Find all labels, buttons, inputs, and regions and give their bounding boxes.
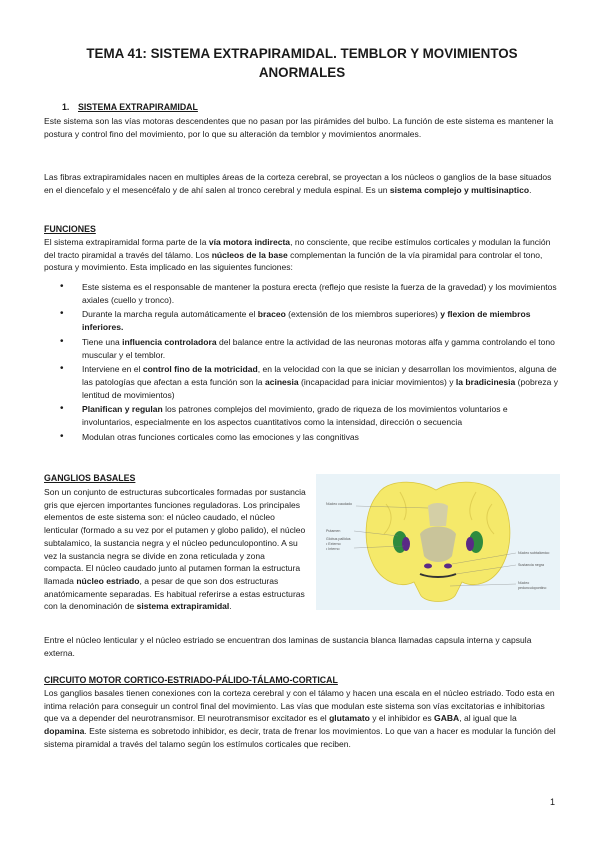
label-globus-pallidus: Globus pallidus <box>326 537 351 541</box>
label-nucleo-subtalamico: Núcleo subtalámico <box>518 551 550 555</box>
label-nucleo-caudado: Núcleo caudado <box>326 502 352 506</box>
basal-ganglia-figure <box>316 474 560 610</box>
paragraph-circuito: Los ganglios basales tienen conexiones con la corteza cerebral y con el tálamo y hacen una escala en el núcleo estriado. Todo esta en intima relación para conseguir un control final del movimiento. Las vías que modulan este sistema son vías excitatorias e inhibitorias que va a depender del neurotransmisor. El neurotransmisor excitador es el glutamato y el inhibidor es GABA, al igual que la dopamina. Este sistema es sobretodo inhibidor, es decir, trata de frenar los movimientos. Lo que van a hacer es modular la función del sistema piramidal a través del talamo según los estímulos corticales que reciben. <box>44 688 556 749</box>
paragraph-capsulas: Entre el núcleo lenticular y el núcleo estriado se encuentran dos laminas de sustancia blanca llamadas capsula interna y capsula externa. <box>44 635 532 658</box>
label-pedunculopontino: pedunculopontino <box>518 586 547 590</box>
label-nucleo: Núcleo <box>518 581 530 585</box>
list-item: • Planifican y regulan los patrones complejos del movimiento, grado de riqueza de los movimientos voluntarios e involuntarios, especialmente en los aspectos cuantitativos como la intensidad, dirección o secuencia <box>44 403 560 428</box>
thalamus <box>420 527 456 563</box>
heading-circuito-motor: CIRCUITO MOTOR CORTICO-ESTRIADO-PÁLIDO-TÁLAMO-CORTICAL <box>44 675 338 685</box>
funciones-list <box>44 281 560 443</box>
ventricles <box>428 503 448 526</box>
list-item: • Modulan otras funciones corticales como las emociones y las congnitivas <box>44 431 560 444</box>
list-item: • Este sistema es el responsable de mantener la postura erecta (reflejo que resiste la fuerza de la gravedad) y los movimientos axiales (cuello y tronco). <box>44 281 560 306</box>
label-putamen: Putamen <box>326 529 341 533</box>
paragraph-ganglios: Son un conjunto de estructuras subcorticales formadas por sustancia gris que ejercen importantes funciones reguladoras. Los principales elementos de este sistema son: el núcleo caudado, el núcleo lenticular (formado a su vez por el putamen y globo palido), el núcleo subtalamico, la sustancia negra y el núcleo pedunculopontino. A su vez la sustancia negra se divide en zona reticulada y zona compacta. El núcleo caudado junto al putamen forman la estructura llamada núcleo estriado, a pesar de que son dos estructuras anatómicamente separadas. Es habitual referirse a estas estructuras con la denominación de sistema extrapiramidal. <box>44 487 306 612</box>
page-title: TEMA 41: SISTEMA EXTRAPIRAMIDAL. TEMBLOR Y MOVIMIENTOS ANORMALES <box>86 46 518 80</box>
label-sustancia-negra: Sustancia negra <box>518 563 544 567</box>
globus-pallidus-left <box>402 537 410 551</box>
globus-pallidus-right <box>466 537 474 551</box>
label-externo: • Externo <box>326 542 341 546</box>
section-number: 1. <box>62 102 70 112</box>
heading-funciones: FUNCIONES <box>44 224 96 234</box>
section-heading-sistema-extrapiramidal: SISTEMA EXTRAPIRAMIDAL <box>78 102 198 112</box>
label-interno: • Interno <box>326 547 340 551</box>
page-number: 1 <box>550 797 556 807</box>
list-item: • Interviene en el control fino de la motricidad, en la velocidad con la que se inician y desarrollan los movimientos, alguna de las patologías que afectan a esta función son la acinesia (incapacidad para iniciar movimientos) y la bradicinesia (pobreza y lentitud de movimientos) <box>44 363 560 401</box>
paragraph-fibras: Las fibras extrapiramidales nacen en multiples áreas de la corteza cerebral, se proyectan a los núcleos o ganglios de la base situados en el diencefalo y el mesencéfalo y de ahí salen al tronco cerebral y medula espinal. Es un sistema complejo y multisinaptico. <box>44 172 552 195</box>
list-item: • Durante la marcha regula automáticamente el braceo (extensión de los miembros superiores) y flexion de miembros inferiores. <box>44 308 560 333</box>
paragraph-intro: Este sistema son las vías motoras descendentes que no pasan por las pirámides del bulbo. La función de este sistema es mantener la postura y control fino del movimiento, por lo que su alteración da temblor y movimientos anormales. <box>44 116 554 139</box>
paragraph-funciones-intro: El sistema extrapiramidal forma parte de la vía motora indirecta, no consciente, que recibe estímulos corticales y modulan la función del tracto piramidal a través del tálamo. Los núcleos de la base complementan la función de la vía piramidal para controlar el tono, postura y movimiento. Esta implicado en las siguientes funciones: <box>44 237 551 273</box>
brain-coronal-illustration <box>316 474 560 610</box>
heading-ganglios-basales: GANGLIOS BASALES <box>44 473 136 483</box>
list-item: • Tiene una influencia controladora del balance entre la actividad de las neuronas motoras alfa y gamma controlando el tono muscular y el temblor. <box>44 336 560 361</box>
